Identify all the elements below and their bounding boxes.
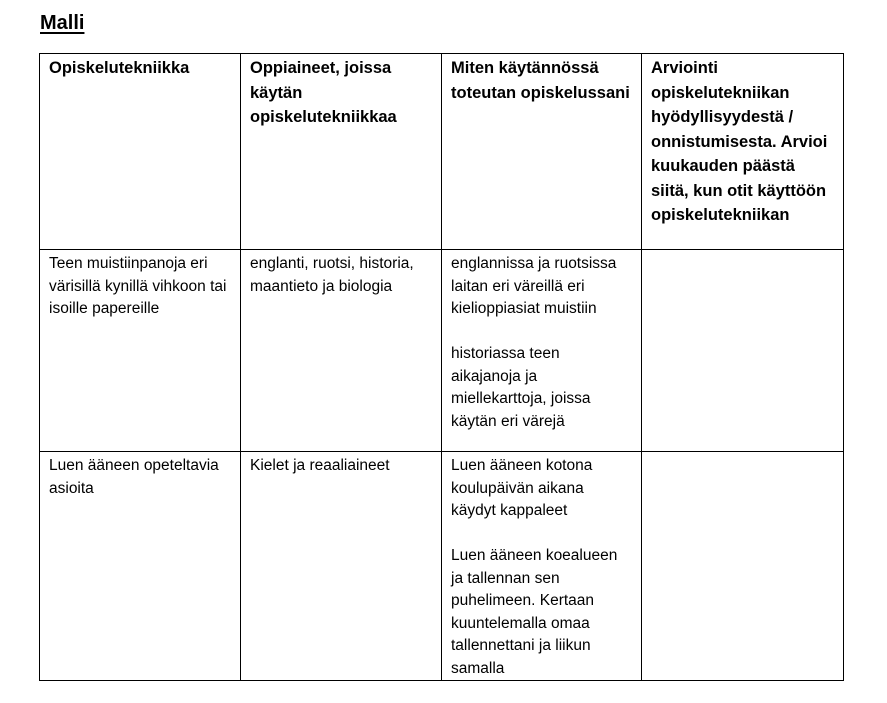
header-how: Miten käytännössä toteutan opiskelussani — [442, 54, 642, 250]
cell-how — [442, 250, 642, 452]
table-row — [40, 250, 844, 452]
cell-technique: Teen muistiinpanoja eri värisillä kynillä vihkoon tai isoille papereille — [40, 250, 241, 452]
cell-evaluation — [642, 250, 844, 452]
cell-subjects: englanti, ruotsi, historia, maantieto ja biologia — [241, 250, 442, 452]
how-paragraph-2: historiassa teen aikajanoja ja miellekarttoja, joissa käytän eri värejä — [451, 345, 591, 430]
header-subjects: Oppiaineet, joissa käytän opiskelutekniikkaa — [241, 54, 442, 250]
paragraph-gap — [451, 321, 632, 344]
how-paragraph-2: Luen ääneen koealueen ja tallennan sen puhelimeen. Kertaan kuuntelemalla omaa tallennettani ja liikun samalla — [451, 547, 618, 677]
document-heading: Malli — [40, 12, 85, 34]
header-technique: Opiskelutekniikka — [40, 54, 241, 250]
paragraph-gap — [451, 523, 632, 546]
how-paragraph-1: englannissa ja ruotsissa laitan eri väreillä eri kielioppiasiat muistiin — [451, 255, 617, 317]
cell-evaluation — [642, 452, 844, 681]
table-header-row — [40, 54, 844, 250]
cell-subjects: Kielet ja reaaliaineet — [241, 452, 442, 681]
header-evaluation: Arviointi opiskelutekniikan hyödyllisyydestä / onnistumisesta. Arvioi kuukauden päästä siitä, kun otit käyttöön opiskelutekniikan — [642, 54, 844, 250]
how-paragraph-1: Luen ääneen kotona koulupäivän aikana käydyt kappaleet — [451, 457, 593, 519]
table-row — [40, 452, 844, 681]
cell-technique: Luen ääneen opeteltavia asioita — [40, 452, 241, 681]
cell-how — [442, 452, 642, 681]
study-technique-table — [39, 53, 844, 681]
